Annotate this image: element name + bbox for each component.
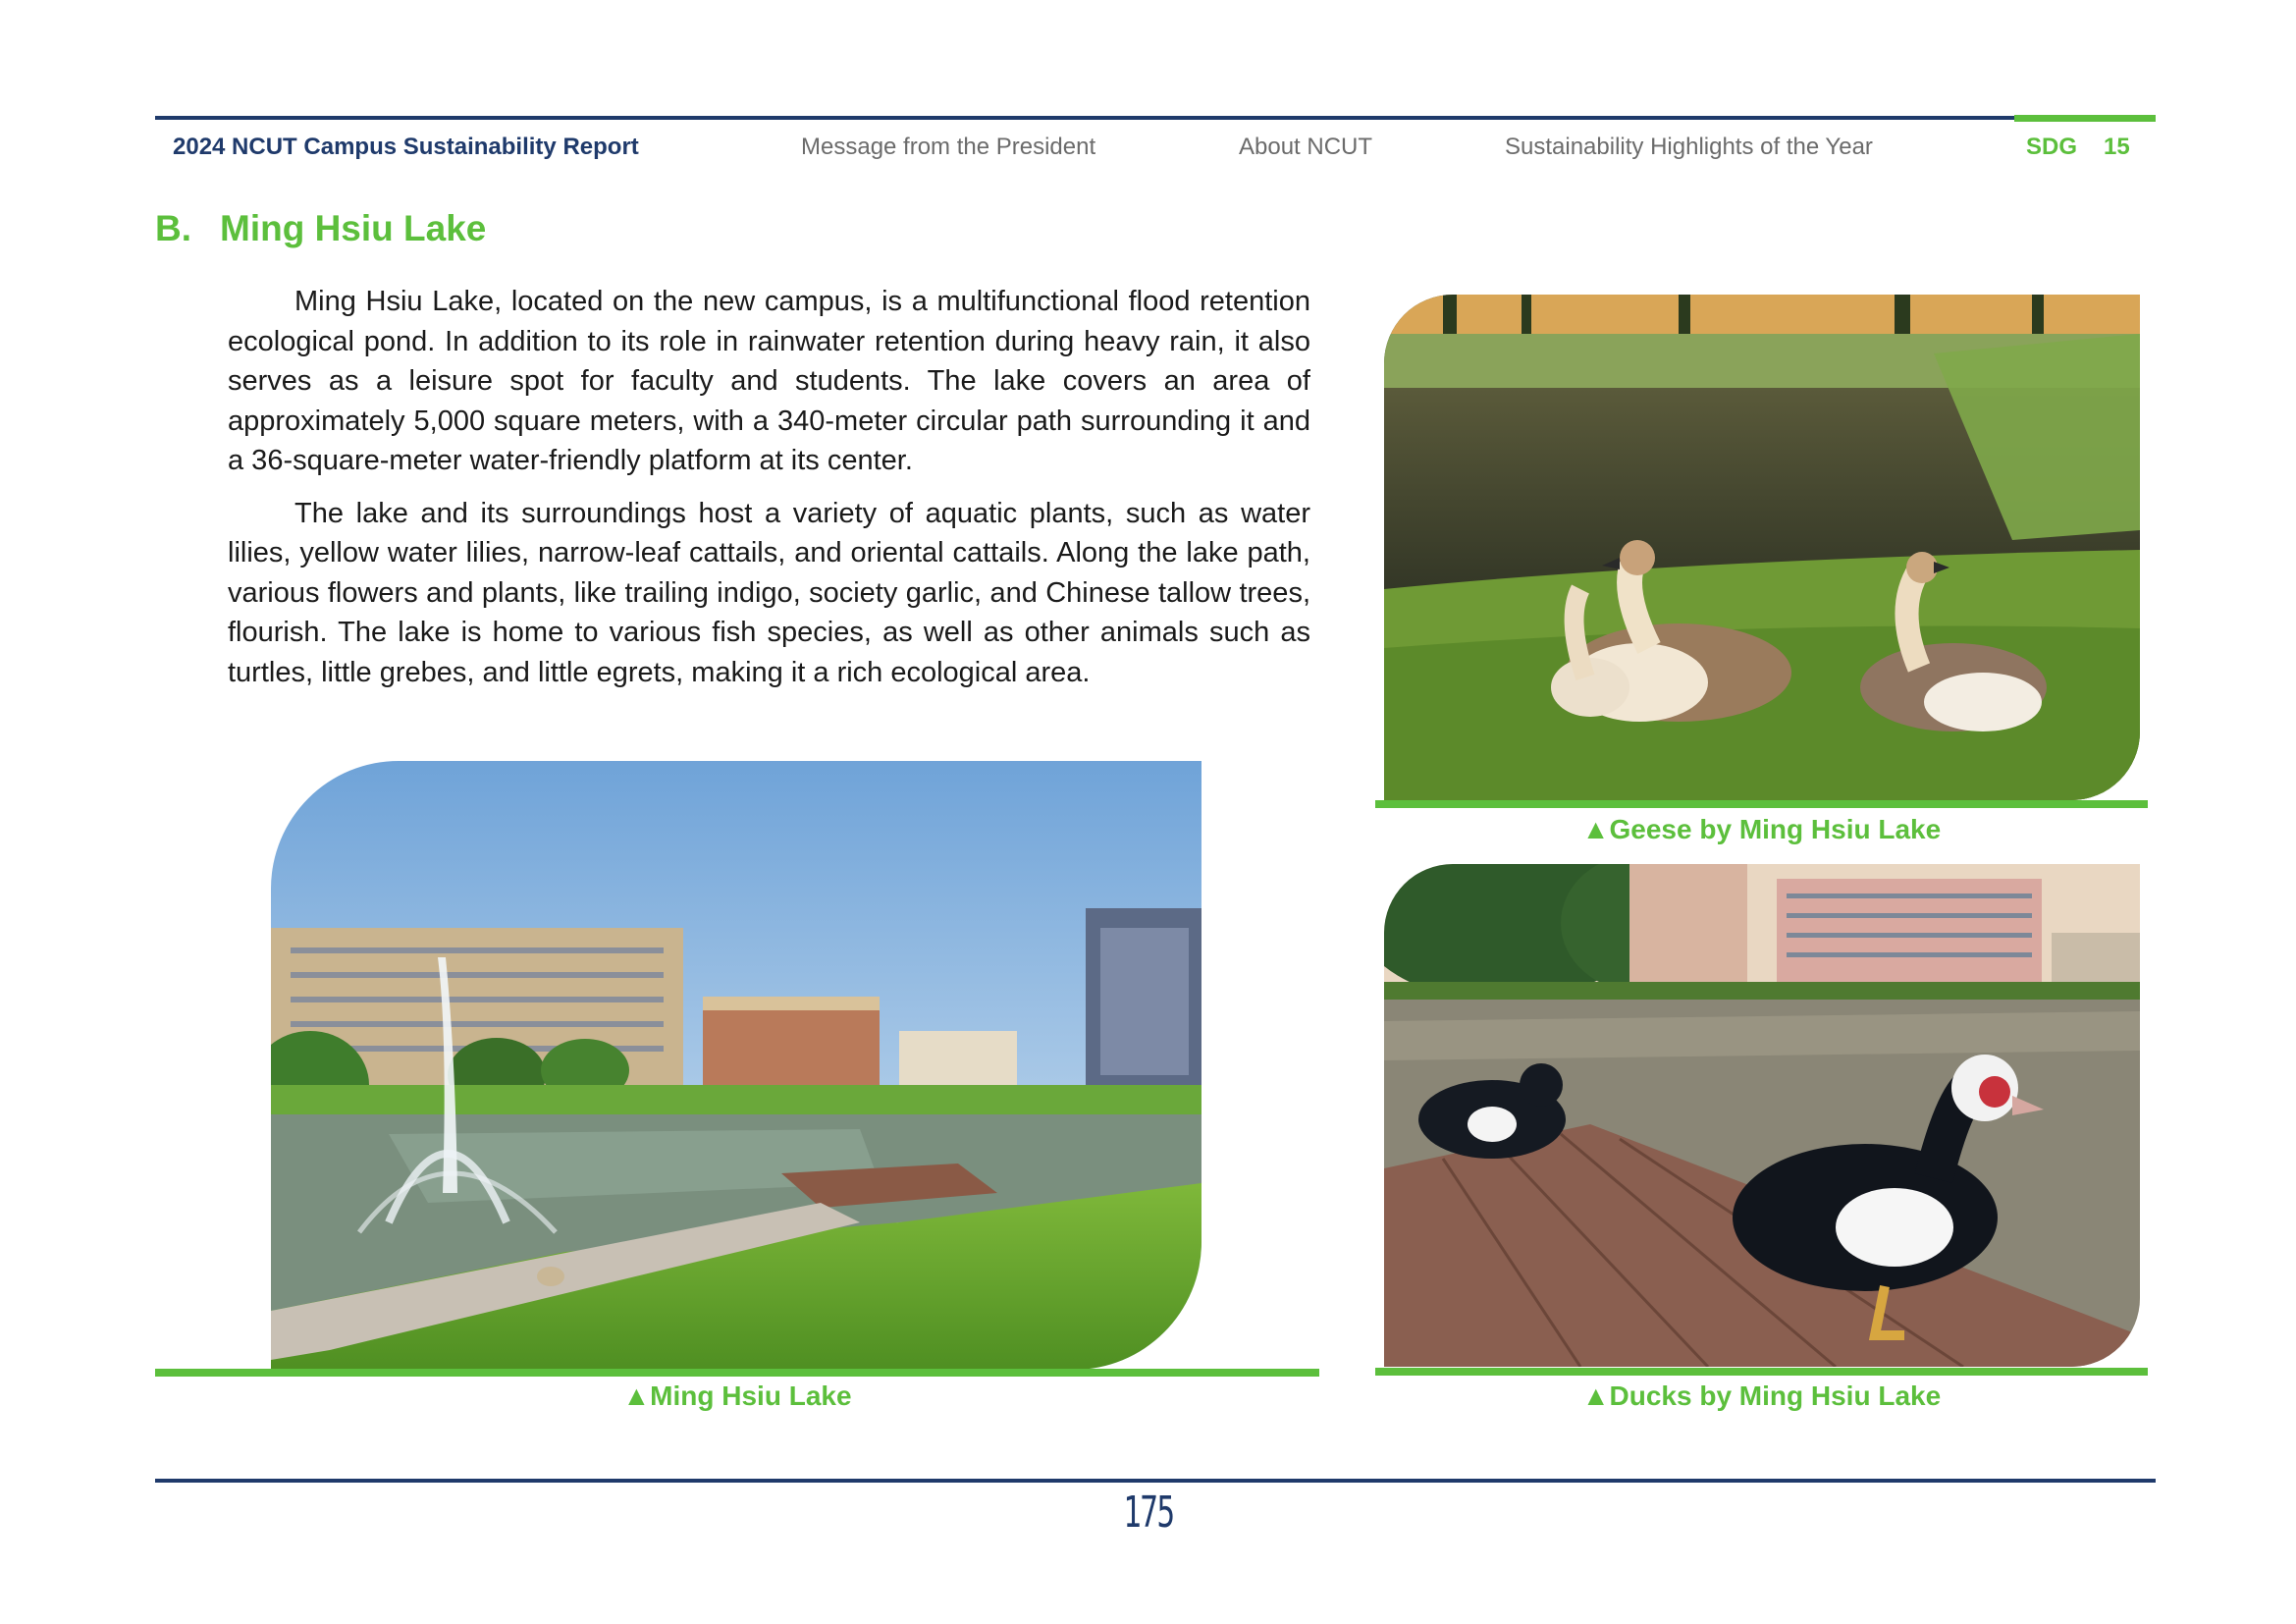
body-paragraph-1: Ming Hsiu Lake, located on the new campus, is a multifunctional flood retention ecological pond. In addition to its role in rainwater retention during heavy rain, it also serves as a leisure spot for faculty and students. The lake covers an area of approximately 5,000 square meters, with a 340-meter circular path surrounding it and a 36-square-meter water-friendly platform at its center. — [228, 286, 1310, 476]
ming-hsiu-lake-photo — [271, 761, 1201, 1370]
body-paragraph-2: The lake and its surroundings host a variety of aquatic plants, such as water lilies, yellow water lilies, narrow-leaf cattails, and oriental cattails. Along the lake path, various flowers and plants, like trailing indigo, society garlic, and Chinese tallow trees, flourish. The lake is home to various fish species, as well as other animals such as turtles, little grebes, and little egrets, making it a rich ecological area. — [228, 497, 1310, 688]
lake-photo-caption: ▲Ming Hsiu Lake — [622, 1380, 852, 1411]
nav-link-about[interactable]: About NCUT — [1239, 134, 1373, 160]
geese-photo-caption: ▲Geese by Ming Hsiu Lake — [1581, 814, 1942, 844]
page-number: 175 — [1123, 1488, 1174, 1538]
body-text — [228, 282, 1310, 692]
footer-rule — [155, 1479, 2156, 1483]
header-sdg-accent — [2014, 115, 2156, 122]
section-title-text: Ming Hsiu Lake — [220, 208, 487, 248]
lake-illustration — [271, 761, 1201, 1370]
section-title — [155, 208, 486, 249]
sdg-label: SDG — [2026, 134, 2078, 160]
ducks-illustration — [1384, 864, 2140, 1367]
sdg-number: 15 — [2104, 134, 2130, 160]
geese-photo — [1384, 295, 2140, 800]
nav-link-highlights[interactable]: Sustainability Highlights of the Year — [1505, 134, 1873, 160]
geese-illustration — [1384, 295, 2140, 800]
ducks-photo-caption: ▲Ducks by Ming Hsiu Lake — [1581, 1380, 1942, 1411]
report-title: 2024 NCUT Campus Sustainability Report — [173, 134, 639, 160]
nav-link-president-message[interactable]: Message from the President — [801, 134, 1096, 160]
lake-caption-rule — [155, 1369, 1319, 1377]
section-letter: B. — [155, 208, 191, 248]
header-rule — [155, 116, 2014, 120]
geese-caption-rule — [1375, 800, 2148, 808]
ducks-photo — [1384, 864, 2140, 1367]
ducks-caption-rule — [1375, 1368, 2148, 1376]
